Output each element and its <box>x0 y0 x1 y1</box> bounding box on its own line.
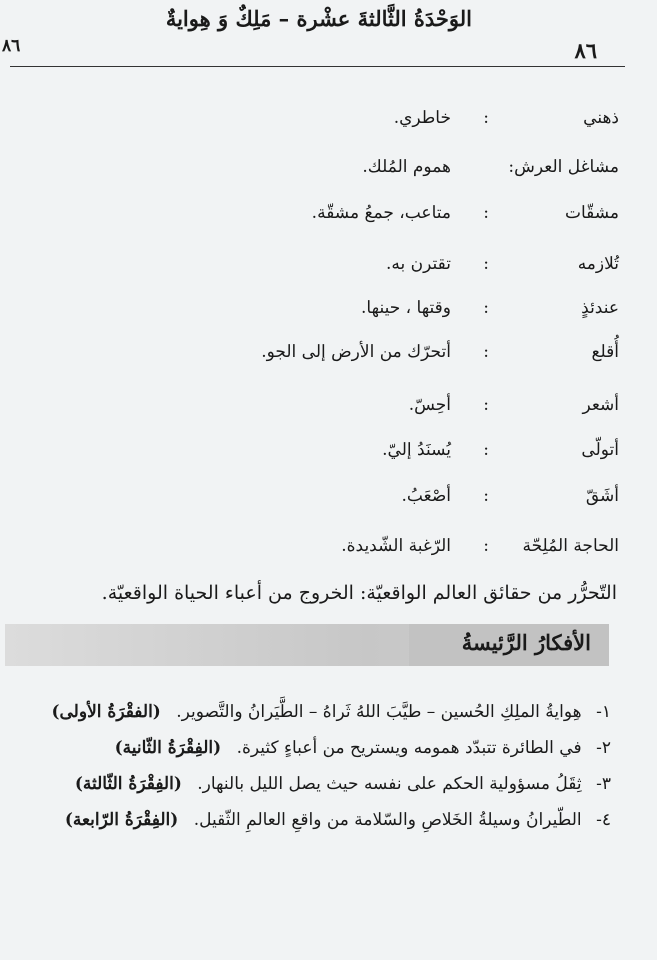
vocab-row <box>59 486 619 514</box>
vocab-colon: : <box>483 395 489 415</box>
vocab-term: أشعر <box>582 395 619 415</box>
list-item <box>11 738 611 774</box>
vocab-meaning: خاطري. <box>393 108 451 128</box>
vocab-colon: : <box>483 440 489 460</box>
list-item <box>11 810 611 846</box>
idea-text: ثِقَلُ مسؤولية الحكم على نفسه حيث يصل الليل بالنهار. <box>197 774 582 794</box>
vocab-term: أتولّى <box>581 440 619 460</box>
vocab-meaning: الرّغبة الشّديدة. <box>341 536 451 556</box>
page-number: ٨٦ <box>574 38 597 63</box>
idea-paragraph-ref: (الفِقْرَةُ الثّالثة) <box>74 774 182 794</box>
vocab-colon: : <box>483 203 489 223</box>
vocab-term: أُقلع <box>591 342 619 362</box>
vocab-colon: : <box>483 342 489 362</box>
idea-text: في الطائرة تتبدّد همومه ويستريح من أعباءٍ كثيرة. <box>236 738 582 758</box>
vocab-term: ذهني <box>583 108 619 128</box>
corner-page-number: ٨٦ <box>2 36 21 56</box>
vocab-meaning: وقتها ، حينها. <box>361 298 451 318</box>
list-item <box>11 774 611 810</box>
vocab-meaning: تقترن به. <box>386 254 451 274</box>
vocab-colon: : <box>483 536 489 556</box>
vocab-meaning: أحِسّ. <box>408 395 451 415</box>
unit-title: الوَحْدَةُ الثَّالثةَ عشْرة – مَلِكٌ وَ هِوايةٌ <box>165 6 472 31</box>
idea-paragraph-ref: (الفِقْرَةُ الثّانية) <box>114 738 222 758</box>
main-ideas-list <box>11 702 611 846</box>
header-divider <box>10 66 625 67</box>
summary-line: التّحرُّر من حقائق العالم الواقعيّة: الخروج من أعباء الحياة الواقعيّة. <box>101 582 617 604</box>
vocab-term: عندئذٍ <box>581 298 619 318</box>
vocab-colon: : <box>483 108 489 128</box>
vocab-row <box>59 342 619 370</box>
vocab-row <box>59 440 619 468</box>
vocab-meaning: متاعب، جمعُ مشقّة. <box>311 203 451 223</box>
vocab-row <box>59 298 619 326</box>
vocab-term: أشَقّ <box>585 486 619 506</box>
vocab-colon: : <box>483 486 489 506</box>
idea-number: ١- <box>596 702 611 722</box>
vocab-meaning: أصْعَبُ. <box>401 486 451 506</box>
vocab-row <box>59 536 619 564</box>
vocab-colon: : <box>483 298 489 318</box>
vocab-row <box>59 203 619 231</box>
idea-text: هِوايةُ الملِكِ الحُسين – طيَّبَ اللهُ ثَراهُ – الطَّيَرانُ والتَّصوير. <box>176 702 582 722</box>
vocab-colon: : <box>483 254 489 274</box>
section-title: الأفكارُ الرَّئيسةُ <box>461 630 591 655</box>
idea-text: الطّيرانُ وسيلةُ الخَلاصِ والسّلامة من واقعِ العالمِ الثّقيل. <box>193 810 582 830</box>
vocab-row <box>59 395 619 423</box>
idea-paragraph-ref: (الفقْرَةُ الأولى) <box>51 702 161 722</box>
list-item <box>11 702 611 738</box>
vocab-term: الحاجة المُلِحّة <box>522 536 619 556</box>
section-header-bar <box>5 624 609 666</box>
idea-number: ٣- <box>596 774 611 794</box>
vocab-term: مشاغل العرش: <box>508 157 619 177</box>
idea-paragraph-ref: (الفِقْرَةُ الرّابعة) <box>64 810 179 830</box>
vocab-meaning: أتحرّك من الأرض إلى الجو. <box>261 342 451 362</box>
vocab-meaning: هموم المُلك. <box>362 157 451 177</box>
idea-number: ٢- <box>596 738 611 758</box>
vocab-meaning: يُسنَدُ إليّ. <box>382 440 451 460</box>
vocab-term: مشقّات <box>564 203 619 223</box>
idea-number: ٤- <box>596 810 611 830</box>
vocab-term: تُلازمه <box>577 254 619 274</box>
vocab-row <box>59 108 619 136</box>
vocab-row <box>59 254 619 282</box>
vocab-row <box>59 157 619 185</box>
